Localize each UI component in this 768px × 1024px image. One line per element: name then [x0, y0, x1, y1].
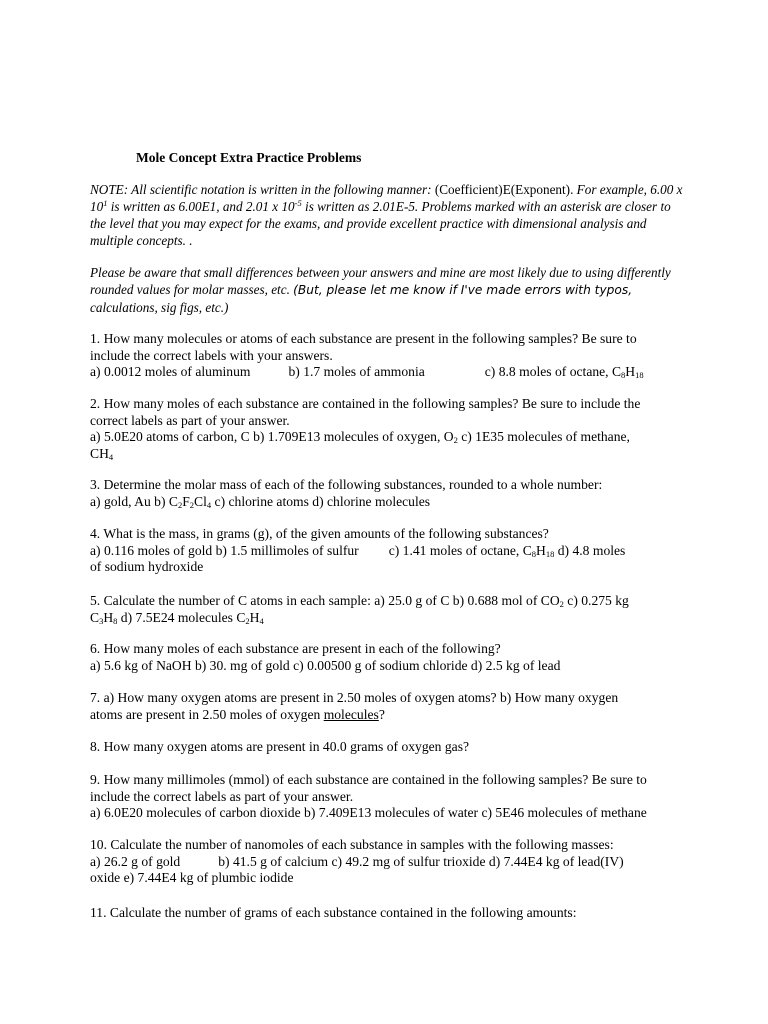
- exponent: -5: [294, 198, 302, 208]
- subscript: 4: [259, 615, 264, 626]
- part-c-d: c) chlorine atoms d) chlorine molecules: [211, 493, 431, 509]
- part-c: c) 1E35 molecules of methane,: [457, 429, 630, 445]
- subscript: 8: [113, 615, 118, 626]
- part-a-b: a) 5.0E20 atoms of carbon, C b) 1.709E13 molecules of oxygen, O: [90, 429, 454, 445]
- subscript: 18: [635, 370, 644, 381]
- subscript: 2: [177, 499, 183, 510]
- question-parts: [90, 429, 690, 446]
- question-parts: oxide e) 7.44E4 kg of plumbic iodide: [90, 870, 294, 886]
- question-6: [90, 641, 690, 674]
- formula-text: F: [182, 493, 190, 509]
- note-example: For example, 6.00 x 10: [90, 182, 683, 214]
- note-format: (Coefficient)E(Exponent).: [431, 182, 574, 197]
- question-parts: [90, 854, 690, 871]
- question-text: 4. What is the mass, in grams (g), of the given amounts of the following substances?: [90, 526, 549, 541]
- question-text: 6. How many moles of each substance are present in each of the following?: [90, 641, 501, 656]
- rounding-note: [90, 264, 690, 316]
- question-parts: a) 6.0E20 molecules of carbon dioxide b) 7.409E13 molecules of water c) 5E46 molecules of methane: [90, 805, 647, 821]
- rounding-text-end: calculations, sig figs, etc.): [90, 300, 229, 315]
- question-text: 2. How many moles of each substance are contained in the following samples? Be sure to include the: [90, 396, 641, 411]
- question-text: correct labels as part of your answer.: [90, 412, 290, 428]
- subscript: 2: [453, 435, 458, 446]
- part-a-b: a) 0.116 moles of gold b) 1.5 millimoles of sulfur: [90, 542, 359, 558]
- question-2: [90, 396, 690, 462]
- formula-text: H: [536, 542, 546, 558]
- question-text-main: atoms are present in 2.50 moles of oxygen: [90, 706, 324, 722]
- part-a-b: a) gold, Au b) C: [90, 493, 178, 509]
- question-text-main: 5. Calculate the number of C atoms in each sample: a) 25.0 g of C b) 0.688 mol of CO: [90, 593, 560, 608]
- handwritten-note: (But, please let me know if I've made errors with typos,: [293, 283, 633, 297]
- subscript: 3: [99, 615, 104, 626]
- question-11: [90, 905, 690, 922]
- question-parts: [90, 543, 690, 560]
- part-d: d) 4.8 moles: [554, 542, 626, 558]
- question-9: [90, 772, 690, 822]
- part-a: a) 0.0012 moles of aluminum: [90, 364, 251, 380]
- part-b-c-d: b) 41.5 g of calcium c) 49.2 mg of sulfur trioxide d) 7.44E4 kg of lead(IV): [218, 853, 624, 869]
- question-text: 11. Calculate the number of grams of each substance contained in the following amounts:: [90, 905, 577, 920]
- question-mark: ?: [378, 706, 385, 722]
- subscript: 4: [206, 499, 212, 510]
- question-text: 8. How many oxygen atoms are present in 40.0 grams of oxygen gas?: [90, 739, 470, 754]
- part-b: b) 1.7 moles of ammonia: [288, 364, 425, 380]
- question-8: [90, 739, 690, 756]
- question-parts: of sodium hydroxide: [90, 559, 204, 575]
- question-text: include the correct labels with your answers.: [90, 347, 333, 363]
- question-parts: [90, 364, 690, 381]
- question-text: 1. How many molecules or atoms of each substance are present in the following samples? Be sure to: [90, 331, 637, 346]
- question-4: [90, 526, 690, 576]
- page-title: Mole Concept Extra Practice Problems: [136, 150, 362, 165]
- formula-text: C: [90, 609, 100, 625]
- notation-note: [90, 181, 690, 249]
- question-7: [90, 690, 690, 723]
- question-text: 3. Determine the molar mass of each of the following substances, rounded to a whole number:: [90, 477, 603, 492]
- subscript: 8: [531, 548, 537, 559]
- question-text: include the correct labels as part of your answer.: [90, 788, 354, 804]
- note-example: is written as 6.00E1, and 2.01 x 10: [107, 199, 295, 214]
- question-text: [90, 593, 690, 610]
- question-text: 10. Calculate the number of nanomoles of each substance in samples with the following masses:: [90, 837, 614, 852]
- part-c: c) 8.8 moles of octane, C: [484, 364, 622, 380]
- question-10: [90, 837, 690, 887]
- question-3: [90, 477, 690, 510]
- question-parts: a) 5.6 kg of NaOH b) 30. mg of gold c) 0.00500 g of sodium chloride d) 2.5 kg of lead: [90, 657, 561, 673]
- question-text: [90, 707, 690, 724]
- part-a: a) 26.2 g of gold: [90, 853, 181, 869]
- question-parts: [90, 446, 690, 463]
- rounding-text: Please be aware that small differences between your answers and mine are most likely due to using differently rounded values for molar masses, etc.: [90, 265, 671, 297]
- question-text: 9. How many millimoles (mmol) of each substance are contained in the following samples? Be sure to: [90, 772, 647, 787]
- formula-text: H: [625, 364, 636, 380]
- note-text: NOTE: All scientific notation is written in the following manner:: [90, 182, 432, 197]
- subscript: 8: [621, 370, 626, 381]
- part-d: d) 7.5E24 molecules C: [117, 609, 246, 625]
- note-asterisk-text: is written as 2.01E-5. Problems marked with an asterisk are closer to the level that you may expect for the exams, and provide excellent practice with dimensional analysis and multiple concepts. .: [90, 199, 671, 248]
- subscript: 4: [108, 451, 114, 462]
- subscript: 18: [545, 548, 555, 559]
- subscript: 2: [189, 499, 195, 510]
- part-c: c) 1.41 moles of octane, C: [388, 542, 532, 558]
- question-5: [90, 593, 690, 626]
- part-c: c) 0.275 kg: [563, 593, 629, 608]
- underlined-word: molecules: [323, 706, 379, 722]
- question-text: 7. a) How many oxygen atoms are present in 2.50 moles of oxygen atoms? b) How many oxygen: [90, 690, 619, 705]
- formula-text: H: [103, 609, 114, 625]
- formula-text: H: [249, 609, 260, 625]
- exponent: 1: [103, 198, 108, 208]
- subscript: 2: [559, 599, 564, 609]
- question-parts: [90, 494, 690, 511]
- formula-text: Cl: [194, 493, 207, 509]
- question-parts: [90, 610, 690, 627]
- subscript: 2: [245, 615, 250, 626]
- formula-text: CH: [90, 445, 109, 461]
- question-1: [90, 331, 690, 381]
